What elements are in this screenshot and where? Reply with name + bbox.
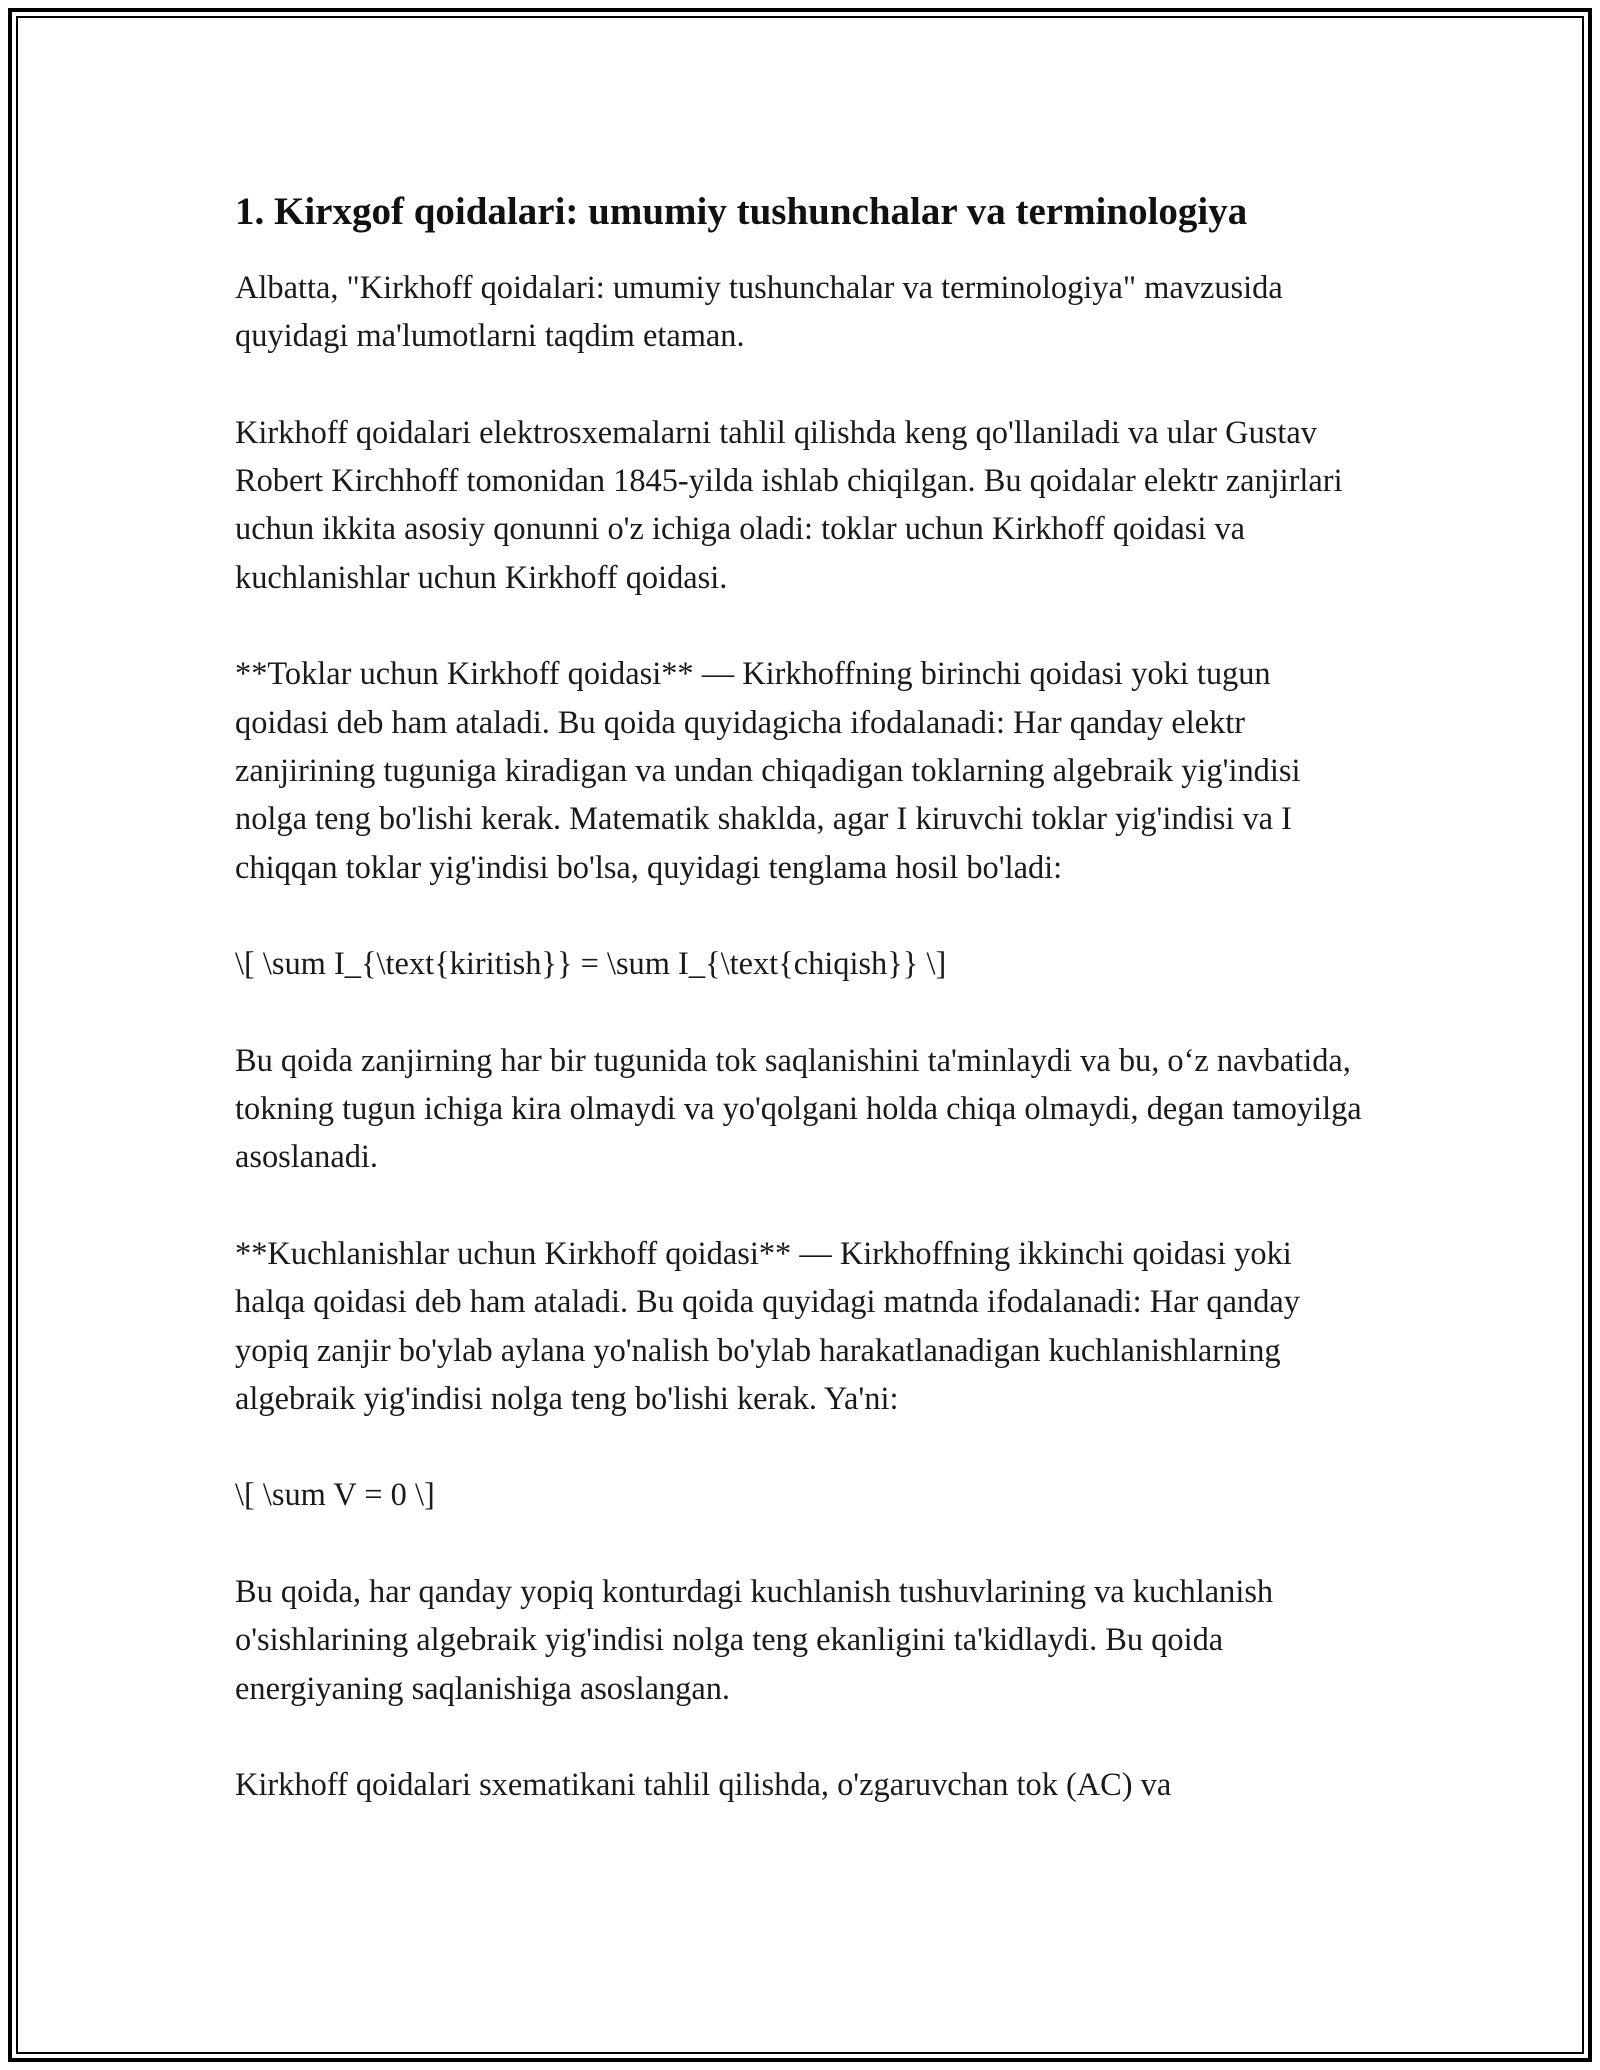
- equation-current-rule: \[ \sum I_{\text{kiritish}} = \sum I_{\text{chiqish}} \]: [235, 946, 947, 983]
- section-heading: 1. Kirxgof qoidalari: umumiy tushunchalar va terminologiya: [235, 190, 1248, 233]
- paragraph-current-explanation: Bu qoida zanjirning har bir tugunida tok saqlanishini ta'minlaydi va bu, o‘z navbatida, tokning tugun ichiga kira olmaydi va yo'qolgani holda chiqa olmaydi, degan tamoyilga asoslanadi.: [235, 1042, 1362, 1176]
- paragraph-overview: Kirkhoff qoidalari elektrosxemalarni tahlil qilishda keng qo'llaniladi va ular Gustav Robert Kirchhoff tomonidan 1845-yilda ishlab chiqilgan. Bu qoidalar elektr zanjirlari uchun ikkita asosiy qonunni o'z ichiga oladi: toklar uchun Kirkhoff qoidasi va kuchlanishlar uchun Kirkhoff qoidasi.: [235, 414, 1343, 596]
- paragraph-continuation: Kirkhoff qoidalari sxematikani tahlil qilishda, o'zgaruvchan tok (AC) va: [235, 1767, 1172, 1804]
- equation-voltage-rule: \[ \sum V = 0 \]: [235, 1477, 435, 1514]
- paragraph-voltage-rule: **Kuchlanishlar uchun Kirkhoff qoidasi** — Kirkhoffning ikkinchi qoidasi yoki halqa qoidasi deb ham ataladi. Bu qoida quyidagi matnda ifodalanadi: Har qanday yopiq zanjir bo'ylab aylana yo'nalish bo'ylab harakatlanadigan kuchlanishlarning algebraik yig'indisi nolga teng bo'lishi kerak. Ya'ni:: [235, 1235, 1300, 1417]
- paragraph-voltage-explanation: Bu qoida, har qanday yopiq konturdagi kuchlanish tushuvlarining va kuchlanish o'sishlarining algebraik yig'indisi nolga teng ekanligini ta'kidlaydi. Bu qoida energiyaning saqlanishiga asoslangan.: [235, 1574, 1274, 1707]
- paragraph-intro: Albatta, "Kirkhoff qoidalari: umumiy tushunchalar va terminologiya" mavzusida quyidagi ma'lumotlarni taqdim etaman.: [235, 270, 1283, 355]
- paragraph-current-rule: **Toklar uchun Kirkhoff qoidasi** — Kirkhoffning birinchi qoidasi yoki tugun qoidasi deb ham ataladi. Bu qoida quyidagicha ifodalanadi: Har qanday elektr zanjirining tuguniga kiradigan va undan chiqadigan toklarning algebraik yig'indisi nolga teng bo'lishi kerak. Matematik shaklda, agar I kiruvchi toklar yig'indisi va I chiqqan toklar yig'indisi bo'lsa, quyidagi tenglama hosil bo'ladi:: [235, 656, 1301, 886]
- document-body: [235, 186, 1365, 1858]
